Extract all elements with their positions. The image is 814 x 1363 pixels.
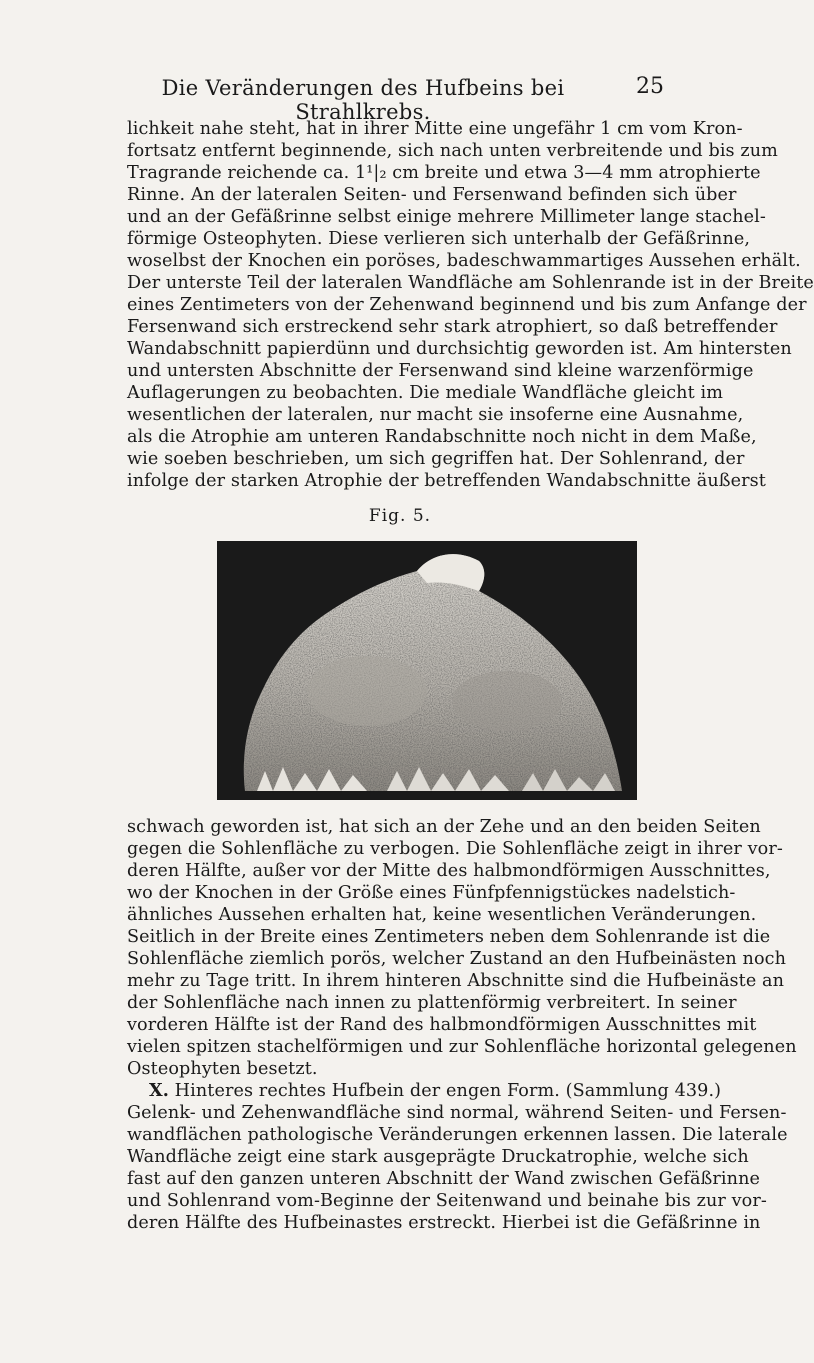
text-line: und untersten Abschnitte der Fersenwand sind kleine warzenförmige [127,361,754,381]
section-marker: X. [149,1080,169,1101]
figure-caption: Fig. 5. [368,506,432,526]
text-line: Auflagerungen zu beobachten. Die mediale Wandfläche gleicht im [127,383,723,403]
text-line: Wandfläche zeigt eine stark ausgeprägte Druckatrophie, welche sich [127,1147,749,1167]
text-line: eines Zentimeters von der Zehenwand beginnend und bis zum Anfange der [127,295,807,315]
text-line: fast auf den ganzen unteren Abschnitt der Wand zwischen Gefäßrinne [127,1169,761,1189]
text-line: wo der Knochen in der Größe eines Fünfpfennigstückes nadelstich- [127,883,736,903]
text-line: Wandabschnitt papierdünn und durchsichtig geworden ist. Am hintersten [127,339,792,359]
section-heading-line [127,1080,723,1102]
text-line: deren Hälfte, außer vor der Mitte des halbmondförmigen Ausschnittes, [127,861,771,881]
section-heading-text: Hinteres rechtes Hufbein der engen Form. (Sammlung 439.) [168,1081,722,1101]
text-line: mehr zu Tage tritt. In ihrem hinteren Abschnitte sind die Hufbeinäste an [127,971,785,991]
text-line: und Sohlenrand vom-Beginne der Seitenwand und beinahe bis zur vor- [127,1191,767,1211]
text-line: wandflächen pathologische Veränderungen erkennen lassen. Die laterale [127,1125,788,1145]
text-line: vielen spitzen stachelförmigen und zur Sohlenfläche horizontal gelegenen [127,1037,797,1057]
text-line: Rinne. An der lateralen Seiten- und Fersenwand befinden sich über [127,185,737,205]
hoof-bone-illustration [217,541,637,800]
text-line: und an der Gefäßrinne selbst einige mehrere Millimeter lange stachel- [127,207,766,227]
text-line: Osteophyten besetzt. [127,1059,318,1079]
running-title: Die Veränderungen des Hufbeins bei Strahlkrebs. [161,76,565,124]
bone-photograph [217,541,637,800]
text-line: Gelenk- und Zehenwandfläche sind normal, während Seiten- und Fersen- [127,1103,787,1123]
text-line: wesentlichen der lateralen, nur macht sie insoferne eine Ausnahme, [127,405,744,425]
text-line: als die Atrophie am unteren Randabschnitte noch nicht in dem Maße, [127,427,757,447]
page-number: 25 [636,74,664,99]
text-line: Tragrande reichende ca. 1¹|₂ cm breite und etwa 3—4 mm atrophierte [127,163,761,183]
text-line: wie soeben beschrieben, um sich gegriffen hat. Der Sohlenrand, der [127,449,745,469]
text-line: infolge der starken Atrophie der betreffenden Wandabschnitte äußerst [127,471,766,491]
text-line: ähnliches Aussehen erhalten hat, keine wesentlichen Veränderungen. [127,905,757,925]
text-line: der Sohlenfläche nach innen zu plattenförmig verbreitert. In seiner [127,993,737,1013]
text-line: Sohlenfläche ziemlich porös, welcher Zustand an den Hufbeinästen noch [127,949,787,969]
text-line: woselbst der Knochen ein poröses, badeschwammartiges Aussehen erhält. [127,251,801,271]
text-line: schwach geworden ist, hat sich an der Zehe und an den beiden Seiten [127,817,761,837]
text-line: fortsatz entfernt beginnende, sich nach unten verbreitende und bis zum [127,141,778,161]
text-line: förmige Osteophyten. Diese verlieren sich unterhalb der Gefäßrinne, [127,229,751,249]
text-line: Seitlich in der Breite eines Zentimeters neben dem Sohlenrande ist die [127,927,771,947]
text-line: gegen die Sohlenfläche zu verbogen. Die Sohlenfläche zeigt in ihrer vor- [127,839,783,859]
text-line: deren Hälfte des Hufbeinastes erstreckt. Hierbei ist die Gefäßrinne in [127,1213,761,1233]
paragraph-bottom [127,816,797,1234]
text-line: lichkeit nahe steht, hat in ihrer Mitte eine ungefähr 1 cm vom Kron- [127,119,743,139]
paragraph-top [127,118,814,492]
text-line: Der unterste Teil der lateralen Wandfläche am Sohlenrande ist in der Breite [127,273,814,293]
text-line: vorderen Hälfte ist der Rand des halbmondförmigen Ausschnittes mit [127,1015,757,1035]
text-line: Fersenwand sich erstreckend sehr stark atrophiert, so daß betreffender [127,317,778,337]
